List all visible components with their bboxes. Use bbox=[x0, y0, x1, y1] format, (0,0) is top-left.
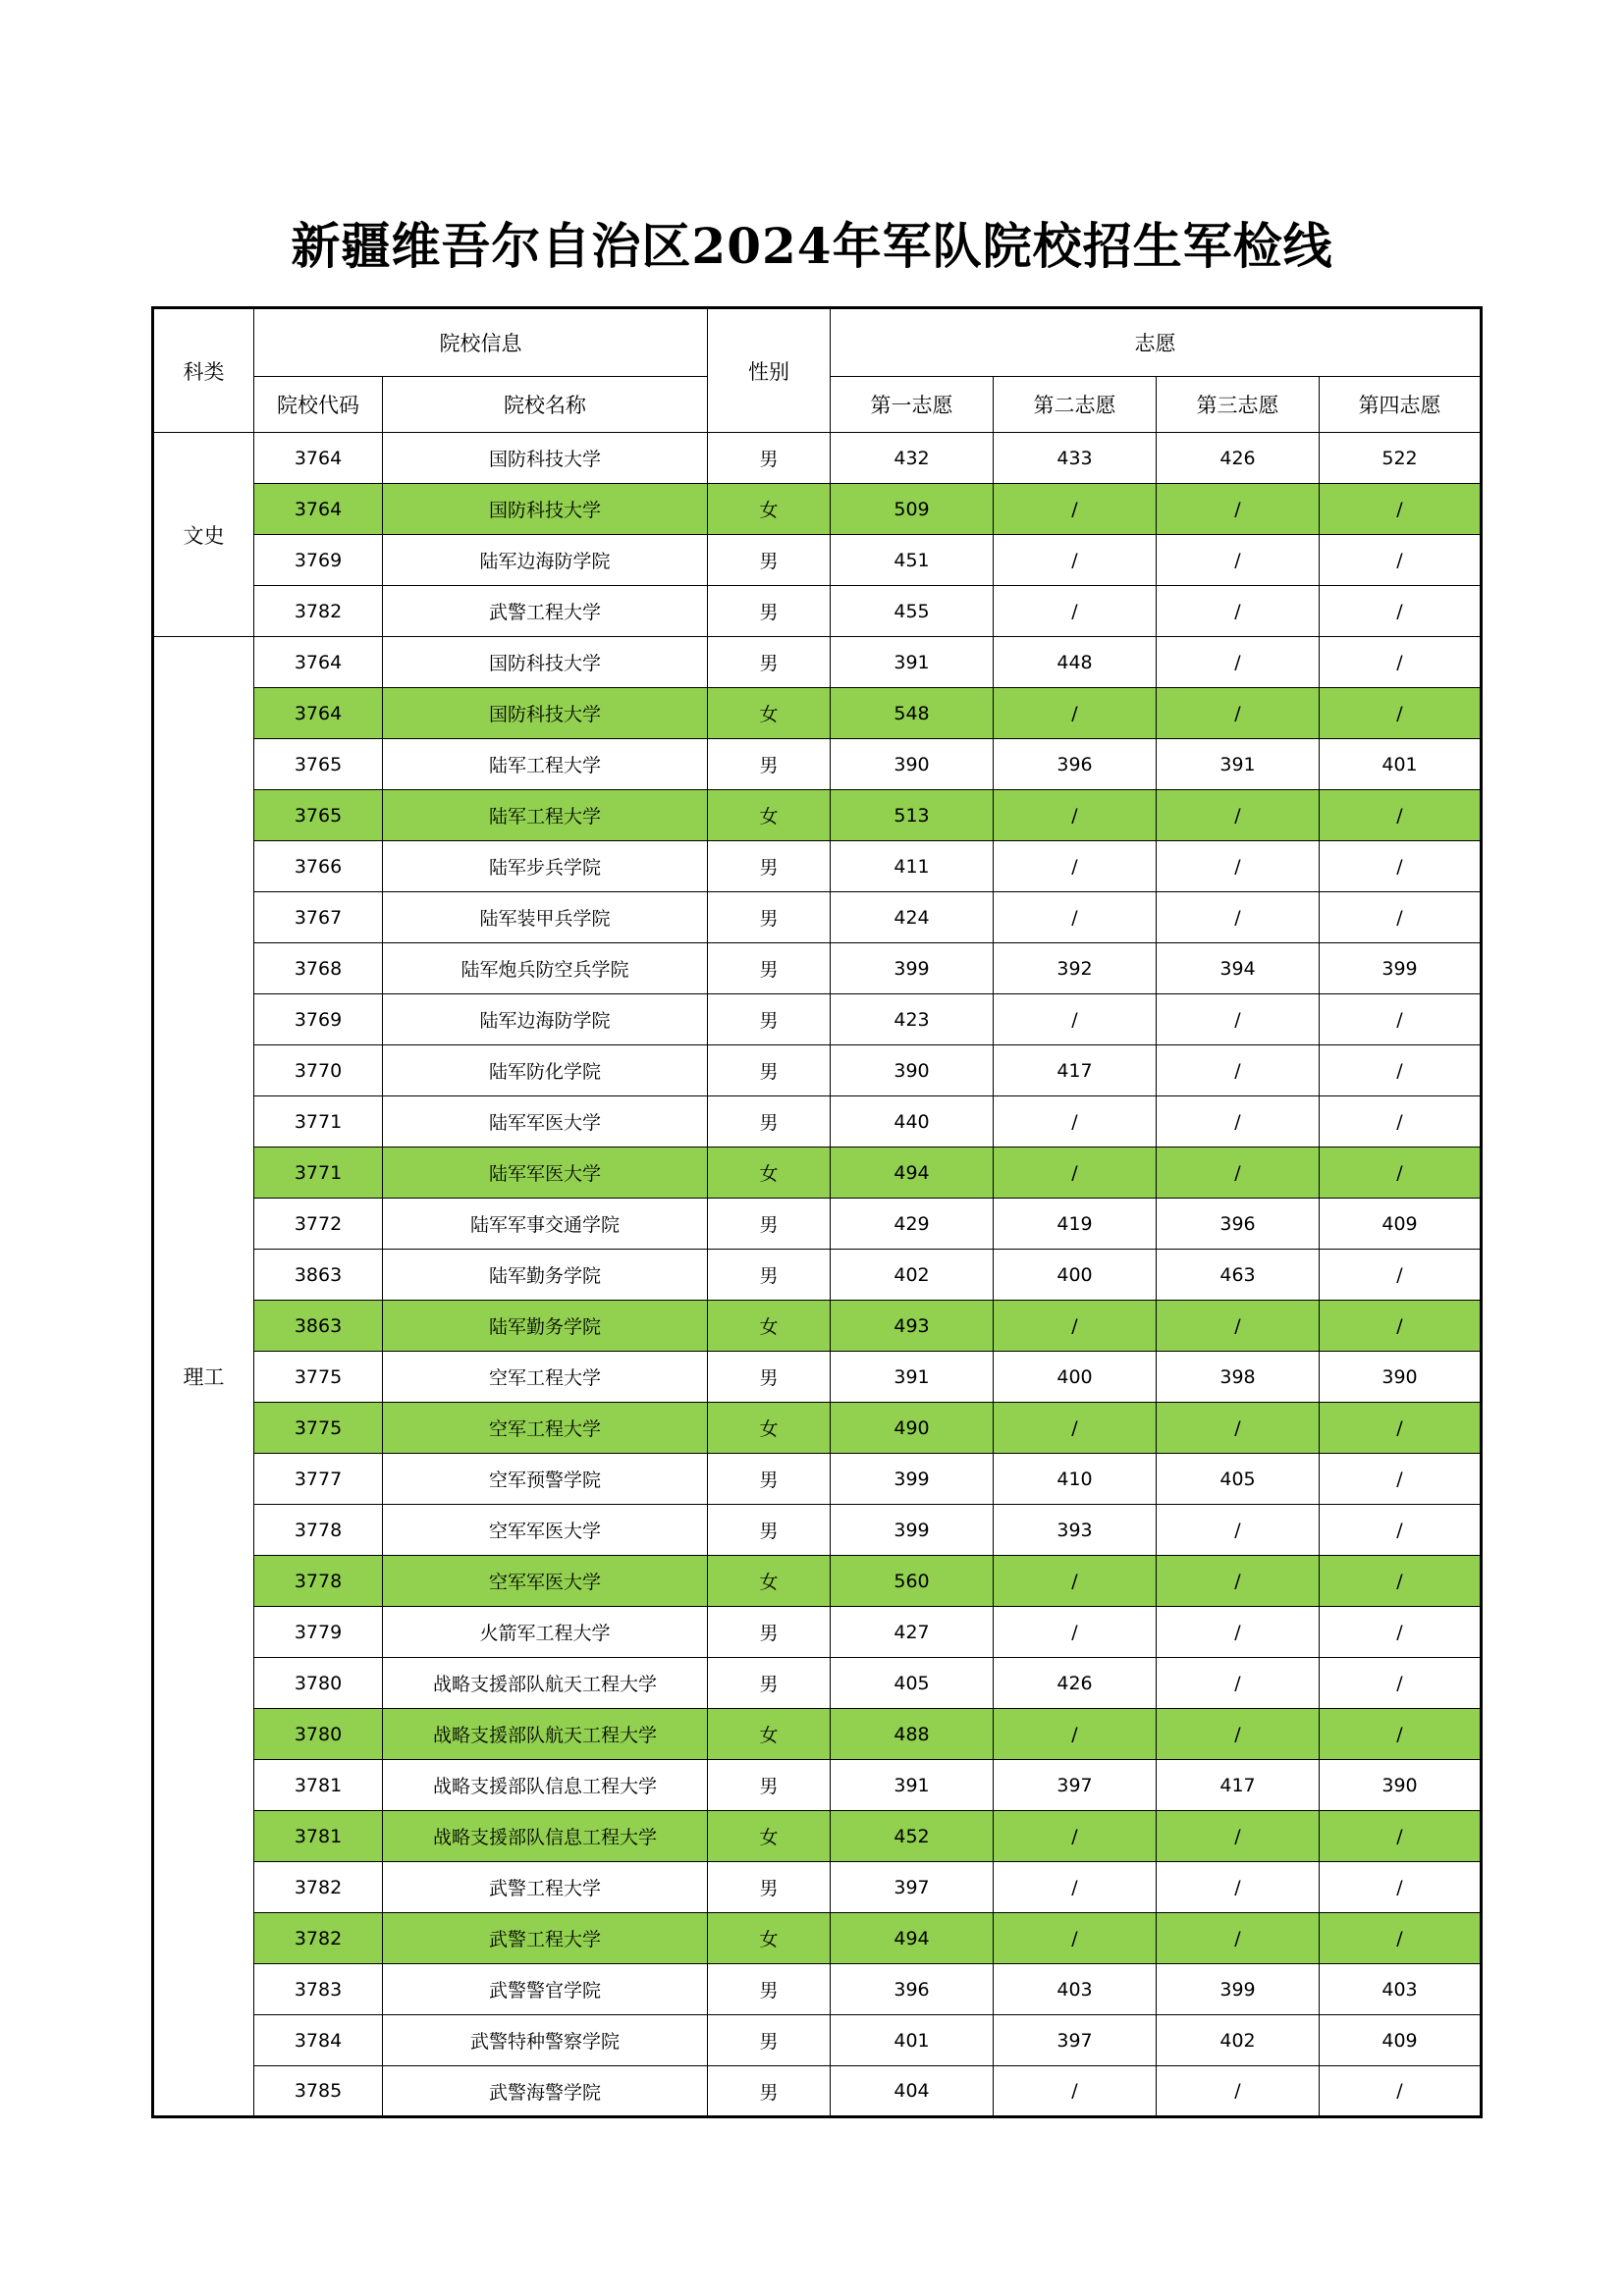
choice-2-cell: 410 bbox=[994, 1454, 1157, 1505]
school-name-cell: 武警工程大学 bbox=[383, 1913, 708, 1964]
choice-2-cell: / bbox=[994, 484, 1157, 535]
school-name-cell: 武警特种警察学院 bbox=[383, 2015, 708, 2066]
category-cell: 文史 bbox=[153, 433, 254, 637]
choice-3-cell: / bbox=[1157, 1607, 1320, 1658]
choice-2-cell: 392 bbox=[994, 943, 1157, 994]
choice-4-cell: 399 bbox=[1320, 943, 1482, 994]
table-row bbox=[153, 1862, 1482, 1913]
gender-cell: 男 bbox=[708, 1352, 831, 1403]
school-code-cell: 3779 bbox=[254, 1607, 383, 1658]
school-name-cell: 国防科技大学 bbox=[383, 433, 708, 484]
header-school-code: 院校代码 bbox=[254, 377, 383, 433]
gender-cell: 男 bbox=[708, 2066, 831, 2117]
choice-3-cell: / bbox=[1157, 892, 1320, 943]
gender-cell: 男 bbox=[708, 433, 831, 484]
school-code-cell: 3764 bbox=[254, 688, 383, 739]
choice-2-cell: 400 bbox=[994, 1352, 1157, 1403]
table-row bbox=[153, 1658, 1482, 1709]
school-name-cell: 国防科技大学 bbox=[383, 688, 708, 739]
gender-cell: 男 bbox=[708, 1454, 831, 1505]
school-name-cell: 空军军医大学 bbox=[383, 1556, 708, 1607]
choice-4-cell: / bbox=[1320, 535, 1482, 586]
school-code-cell: 3769 bbox=[254, 994, 383, 1045]
choice-4-cell: / bbox=[1320, 484, 1482, 535]
choice-2-cell: 397 bbox=[994, 2015, 1157, 2066]
category-cell: 理工 bbox=[153, 637, 254, 2117]
choice-2-cell: / bbox=[994, 841, 1157, 892]
school-code-cell: 3783 bbox=[254, 1964, 383, 2015]
table-row bbox=[153, 1148, 1482, 1199]
choice-1-cell: 493 bbox=[831, 1301, 994, 1352]
school-code-cell: 3863 bbox=[254, 1301, 383, 1352]
gender-cell: 女 bbox=[708, 484, 831, 535]
school-code-cell: 3778 bbox=[254, 1556, 383, 1607]
choice-4-cell: / bbox=[1320, 1709, 1482, 1760]
choice-3-cell: / bbox=[1157, 994, 1320, 1045]
school-name-cell: 武警警官学院 bbox=[383, 1964, 708, 2015]
table-row bbox=[153, 943, 1482, 994]
choice-1-cell: 391 bbox=[831, 1352, 994, 1403]
table-row bbox=[153, 790, 1482, 841]
choice-4-cell: / bbox=[1320, 1862, 1482, 1913]
table-row bbox=[153, 1403, 1482, 1454]
table-row bbox=[153, 1556, 1482, 1607]
choice-2-cell: / bbox=[994, 1811, 1157, 1862]
choice-3-cell: 398 bbox=[1157, 1352, 1320, 1403]
table-row bbox=[153, 739, 1482, 790]
gender-cell: 男 bbox=[708, 1760, 831, 1811]
school-code-cell: 3771 bbox=[254, 1148, 383, 1199]
school-name-cell: 陆军炮兵防空兵学院 bbox=[383, 943, 708, 994]
school-name-cell: 陆军步兵学院 bbox=[383, 841, 708, 892]
school-name-cell: 陆军勤务学院 bbox=[383, 1250, 708, 1301]
choice-1-cell: 424 bbox=[831, 892, 994, 943]
school-name-cell: 陆军勤务学院 bbox=[383, 1301, 708, 1352]
header-choice-3: 第三志愿 bbox=[1157, 377, 1320, 433]
choice-2-cell: / bbox=[994, 1148, 1157, 1199]
gender-cell: 男 bbox=[708, 1607, 831, 1658]
school-name-cell: 武警工程大学 bbox=[383, 1862, 708, 1913]
choice-4-cell: / bbox=[1320, 1454, 1482, 1505]
gender-cell: 男 bbox=[708, 943, 831, 994]
choice-4-cell: 390 bbox=[1320, 1760, 1482, 1811]
school-code-cell: 3771 bbox=[254, 1096, 383, 1148]
choice-1-cell: 560 bbox=[831, 1556, 994, 1607]
choice-2-cell: 426 bbox=[994, 1658, 1157, 1709]
choice-3-cell: / bbox=[1157, 2066, 1320, 2117]
choice-2-cell: / bbox=[994, 790, 1157, 841]
school-code-cell: 3781 bbox=[254, 1760, 383, 1811]
table-row bbox=[153, 1199, 1482, 1250]
choice-3-cell: / bbox=[1157, 841, 1320, 892]
choice-4-cell: / bbox=[1320, 790, 1482, 841]
school-name-cell: 火箭军工程大学 bbox=[383, 1607, 708, 1658]
gender-cell: 男 bbox=[708, 739, 831, 790]
choice-4-cell: / bbox=[1320, 688, 1482, 739]
school-name-cell: 陆军工程大学 bbox=[383, 790, 708, 841]
choice-1-cell: 396 bbox=[831, 1964, 994, 2015]
choice-1-cell: 390 bbox=[831, 739, 994, 790]
school-name-cell: 陆军装甲兵学院 bbox=[383, 892, 708, 943]
choice-2-cell: / bbox=[994, 535, 1157, 586]
table-row bbox=[153, 1964, 1482, 2015]
choice-4-cell: 403 bbox=[1320, 1964, 1482, 2015]
school-code-cell: 3785 bbox=[254, 2066, 383, 2117]
table-row bbox=[153, 1709, 1482, 1760]
header-row-1 bbox=[153, 308, 1482, 377]
gender-cell: 男 bbox=[708, 2015, 831, 2066]
admission-score-table bbox=[151, 306, 1483, 2118]
choice-3-cell: 405 bbox=[1157, 1454, 1320, 1505]
choice-4-cell: / bbox=[1320, 1556, 1482, 1607]
choice-4-cell: / bbox=[1320, 1148, 1482, 1199]
choice-3-cell: / bbox=[1157, 1301, 1320, 1352]
header-choice-2: 第二志愿 bbox=[994, 377, 1157, 433]
choice-1-cell: 451 bbox=[831, 535, 994, 586]
school-code-cell: 3775 bbox=[254, 1403, 383, 1454]
header-school-info: 院校信息 bbox=[254, 308, 708, 377]
choice-3-cell: / bbox=[1157, 1709, 1320, 1760]
gender-cell: 男 bbox=[708, 637, 831, 688]
choice-3-cell: 391 bbox=[1157, 739, 1320, 790]
school-name-cell: 武警工程大学 bbox=[383, 586, 708, 637]
gender-cell: 女 bbox=[708, 688, 831, 739]
gender-cell: 男 bbox=[708, 535, 831, 586]
choice-3-cell: 399 bbox=[1157, 1964, 1320, 2015]
table-row bbox=[153, 1352, 1482, 1403]
school-name-cell: 空军工程大学 bbox=[383, 1352, 708, 1403]
gender-cell: 女 bbox=[708, 1403, 831, 1454]
choice-1-cell: 548 bbox=[831, 688, 994, 739]
choice-1-cell: 490 bbox=[831, 1403, 994, 1454]
choice-1-cell: 494 bbox=[831, 1913, 994, 1964]
school-name-cell: 国防科技大学 bbox=[383, 637, 708, 688]
table-row bbox=[153, 1505, 1482, 1556]
school-code-cell: 3781 bbox=[254, 1811, 383, 1862]
school-code-cell: 3782 bbox=[254, 1913, 383, 1964]
choice-3-cell: / bbox=[1157, 484, 1320, 535]
school-code-cell: 3777 bbox=[254, 1454, 383, 1505]
school-name-cell: 战略支援部队信息工程大学 bbox=[383, 1760, 708, 1811]
table-row bbox=[153, 688, 1482, 739]
choice-2-cell: 403 bbox=[994, 1964, 1157, 2015]
school-name-cell: 陆军边海防学院 bbox=[383, 994, 708, 1045]
choice-1-cell: 488 bbox=[831, 1709, 994, 1760]
table-row bbox=[153, 1811, 1482, 1862]
school-code-cell: 3767 bbox=[254, 892, 383, 943]
choice-1-cell: 390 bbox=[831, 1045, 994, 1096]
choice-1-cell: 399 bbox=[831, 1505, 994, 1556]
choice-3-cell: 394 bbox=[1157, 943, 1320, 994]
table-row bbox=[153, 841, 1482, 892]
choice-4-cell: 409 bbox=[1320, 1199, 1482, 1250]
choice-2-cell: / bbox=[994, 2066, 1157, 2117]
choice-3-cell: 426 bbox=[1157, 433, 1320, 484]
choice-2-cell: 393 bbox=[994, 1505, 1157, 1556]
choice-3-cell: / bbox=[1157, 1811, 1320, 1862]
choice-1-cell: 455 bbox=[831, 586, 994, 637]
school-code-cell: 3863 bbox=[254, 1250, 383, 1301]
choice-2-cell: / bbox=[994, 892, 1157, 943]
choice-2-cell: 419 bbox=[994, 1199, 1157, 1250]
header-choice-1: 第一志愿 bbox=[831, 377, 994, 433]
school-code-cell: 3780 bbox=[254, 1709, 383, 1760]
choice-4-cell: / bbox=[1320, 994, 1482, 1045]
choice-1-cell: 405 bbox=[831, 1658, 994, 1709]
school-code-cell: 3770 bbox=[254, 1045, 383, 1096]
school-code-cell: 3768 bbox=[254, 943, 383, 994]
choice-1-cell: 494 bbox=[831, 1148, 994, 1199]
choice-1-cell: 391 bbox=[831, 1760, 994, 1811]
choice-1-cell: 429 bbox=[831, 1199, 994, 1250]
header-gender: 性别 bbox=[708, 308, 831, 433]
choice-4-cell: / bbox=[1320, 1250, 1482, 1301]
choice-1-cell: 452 bbox=[831, 1811, 994, 1862]
gender-cell: 男 bbox=[708, 1862, 831, 1913]
school-name-cell: 空军军医大学 bbox=[383, 1505, 708, 1556]
table-row bbox=[153, 1045, 1482, 1096]
gender-cell: 男 bbox=[708, 1045, 831, 1096]
choice-1-cell: 423 bbox=[831, 994, 994, 1045]
choice-2-cell: / bbox=[994, 994, 1157, 1045]
choice-3-cell: / bbox=[1157, 1148, 1320, 1199]
school-name-cell: 空军工程大学 bbox=[383, 1403, 708, 1454]
school-code-cell: 3782 bbox=[254, 586, 383, 637]
choice-2-cell: 397 bbox=[994, 1760, 1157, 1811]
choice-2-cell: / bbox=[994, 688, 1157, 739]
table-row bbox=[153, 1096, 1482, 1148]
school-code-cell: 3764 bbox=[254, 637, 383, 688]
choice-3-cell: / bbox=[1157, 1862, 1320, 1913]
school-name-cell: 陆军边海防学院 bbox=[383, 535, 708, 586]
gender-cell: 男 bbox=[708, 586, 831, 637]
choice-4-cell: 390 bbox=[1320, 1352, 1482, 1403]
school-name-cell: 陆军军事交通学院 bbox=[383, 1199, 708, 1250]
page-title: 新疆维吾尔自治区2024年军队院校招生军检线 bbox=[291, 217, 1333, 275]
choice-1-cell: 404 bbox=[831, 2066, 994, 2117]
header-choice-4: 第四志愿 bbox=[1320, 377, 1482, 433]
gender-cell: 男 bbox=[708, 1658, 831, 1709]
gender-cell: 女 bbox=[708, 1148, 831, 1199]
choice-3-cell: / bbox=[1157, 1505, 1320, 1556]
table-row bbox=[153, 433, 1482, 484]
choice-2-cell: / bbox=[994, 1709, 1157, 1760]
choice-4-cell: / bbox=[1320, 1505, 1482, 1556]
table-row bbox=[153, 892, 1482, 943]
school-code-cell: 3782 bbox=[254, 1862, 383, 1913]
choice-4-cell: / bbox=[1320, 1811, 1482, 1862]
choice-3-cell: / bbox=[1157, 637, 1320, 688]
choice-4-cell: / bbox=[1320, 892, 1482, 943]
header-choices: 志愿 bbox=[831, 308, 1482, 377]
school-code-cell: 3784 bbox=[254, 2015, 383, 2066]
school-code-cell: 3775 bbox=[254, 1352, 383, 1403]
choice-4-cell: / bbox=[1320, 2066, 1482, 2117]
table-row bbox=[153, 2066, 1482, 2117]
school-code-cell: 3766 bbox=[254, 841, 383, 892]
gender-cell: 女 bbox=[708, 1556, 831, 1607]
choice-1-cell: 440 bbox=[831, 1096, 994, 1148]
header-category: 科类 bbox=[153, 308, 254, 433]
gender-cell: 男 bbox=[708, 1505, 831, 1556]
school-name-cell: 陆军防化学院 bbox=[383, 1045, 708, 1096]
table-row bbox=[153, 586, 1482, 637]
choice-4-cell: 522 bbox=[1320, 433, 1482, 484]
table-row bbox=[153, 2015, 1482, 2066]
choice-1-cell: 391 bbox=[831, 637, 994, 688]
choice-4-cell: / bbox=[1320, 1607, 1482, 1658]
header-school-name: 院校名称 bbox=[383, 377, 708, 433]
school-code-cell: 3778 bbox=[254, 1505, 383, 1556]
gender-cell: 男 bbox=[708, 841, 831, 892]
choice-3-cell: 402 bbox=[1157, 2015, 1320, 2066]
school-code-cell: 3765 bbox=[254, 739, 383, 790]
choice-1-cell: 399 bbox=[831, 1454, 994, 1505]
gender-cell: 男 bbox=[708, 1964, 831, 2015]
school-name-cell: 战略支援部队航天工程大学 bbox=[383, 1658, 708, 1709]
choice-4-cell: / bbox=[1320, 1403, 1482, 1454]
school-code-cell: 3764 bbox=[254, 433, 383, 484]
gender-cell: 男 bbox=[708, 1096, 831, 1148]
gender-cell: 男 bbox=[708, 1199, 831, 1250]
school-name-cell: 空军预警学院 bbox=[383, 1454, 708, 1505]
choice-4-cell: / bbox=[1320, 1096, 1482, 1148]
choice-1-cell: 513 bbox=[831, 790, 994, 841]
choice-2-cell: 417 bbox=[994, 1045, 1157, 1096]
gender-cell: 女 bbox=[708, 1913, 831, 1964]
choice-1-cell: 397 bbox=[831, 1862, 994, 1913]
school-name-cell: 陆军军医大学 bbox=[383, 1096, 708, 1148]
gender-cell: 男 bbox=[708, 994, 831, 1045]
table-row bbox=[153, 1250, 1482, 1301]
choice-1-cell: 401 bbox=[831, 2015, 994, 2066]
choice-2-cell: / bbox=[994, 1403, 1157, 1454]
table-row bbox=[153, 1760, 1482, 1811]
table-row bbox=[153, 994, 1482, 1045]
school-code-cell: 3764 bbox=[254, 484, 383, 535]
choice-4-cell: 401 bbox=[1320, 739, 1482, 790]
school-code-cell: 3765 bbox=[254, 790, 383, 841]
school-name-cell: 国防科技大学 bbox=[383, 484, 708, 535]
choice-4-cell: / bbox=[1320, 637, 1482, 688]
choice-2-cell: / bbox=[994, 1096, 1157, 1148]
choice-3-cell: / bbox=[1157, 790, 1320, 841]
gender-cell: 男 bbox=[708, 1250, 831, 1301]
school-name-cell: 战略支援部队信息工程大学 bbox=[383, 1811, 708, 1862]
school-name-cell: 陆军工程大学 bbox=[383, 739, 708, 790]
gender-cell: 女 bbox=[708, 790, 831, 841]
choice-3-cell: / bbox=[1157, 1096, 1320, 1148]
gender-cell: 男 bbox=[708, 892, 831, 943]
choice-3-cell: / bbox=[1157, 1658, 1320, 1709]
choice-4-cell: / bbox=[1320, 1301, 1482, 1352]
choice-4-cell: 409 bbox=[1320, 2015, 1482, 2066]
choice-1-cell: 432 bbox=[831, 433, 994, 484]
choice-1-cell: 411 bbox=[831, 841, 994, 892]
choice-3-cell: / bbox=[1157, 1556, 1320, 1607]
choice-2-cell: / bbox=[994, 1607, 1157, 1658]
choice-1-cell: 427 bbox=[831, 1607, 994, 1658]
choice-4-cell: / bbox=[1320, 1658, 1482, 1709]
school-name-cell: 武警海警学院 bbox=[383, 2066, 708, 2117]
choice-2-cell: / bbox=[994, 1556, 1157, 1607]
choice-2-cell: 433 bbox=[994, 433, 1157, 484]
choice-1-cell: 402 bbox=[831, 1250, 994, 1301]
school-code-cell: 3769 bbox=[254, 535, 383, 586]
choice-2-cell: / bbox=[994, 1862, 1157, 1913]
choice-1-cell: 509 bbox=[831, 484, 994, 535]
choice-3-cell: 396 bbox=[1157, 1199, 1320, 1250]
choice-2-cell: 448 bbox=[994, 637, 1157, 688]
choice-4-cell: / bbox=[1320, 1045, 1482, 1096]
school-code-cell: 3772 bbox=[254, 1199, 383, 1250]
choice-2-cell: / bbox=[994, 1913, 1157, 1964]
choice-3-cell: / bbox=[1157, 586, 1320, 637]
table-row bbox=[153, 1913, 1482, 1964]
choice-2-cell: / bbox=[994, 586, 1157, 637]
school-name-cell: 陆军军医大学 bbox=[383, 1148, 708, 1199]
table-row bbox=[153, 1607, 1482, 1658]
choice-2-cell: 396 bbox=[994, 739, 1157, 790]
choice-2-cell: / bbox=[994, 1301, 1157, 1352]
gender-cell: 女 bbox=[708, 1709, 831, 1760]
choice-3-cell: / bbox=[1157, 688, 1320, 739]
gender-cell: 女 bbox=[708, 1811, 831, 1862]
table-row bbox=[153, 484, 1482, 535]
choice-4-cell: / bbox=[1320, 586, 1482, 637]
choice-2-cell: 400 bbox=[994, 1250, 1157, 1301]
gender-cell: 女 bbox=[708, 1301, 831, 1352]
choice-3-cell: / bbox=[1157, 1913, 1320, 1964]
choice-3-cell: 463 bbox=[1157, 1250, 1320, 1301]
choice-3-cell: 417 bbox=[1157, 1760, 1320, 1811]
choice-3-cell: / bbox=[1157, 1045, 1320, 1096]
choice-4-cell: / bbox=[1320, 841, 1482, 892]
table-row bbox=[153, 1454, 1482, 1505]
school-name-cell: 战略支援部队航天工程大学 bbox=[383, 1709, 708, 1760]
table-row bbox=[153, 637, 1482, 688]
choice-3-cell: / bbox=[1157, 1403, 1320, 1454]
table-row bbox=[153, 535, 1482, 586]
choice-1-cell: 399 bbox=[831, 943, 994, 994]
choice-4-cell: / bbox=[1320, 1913, 1482, 1964]
table-row bbox=[153, 1301, 1482, 1352]
choice-3-cell: / bbox=[1157, 535, 1320, 586]
school-code-cell: 3780 bbox=[254, 1658, 383, 1709]
